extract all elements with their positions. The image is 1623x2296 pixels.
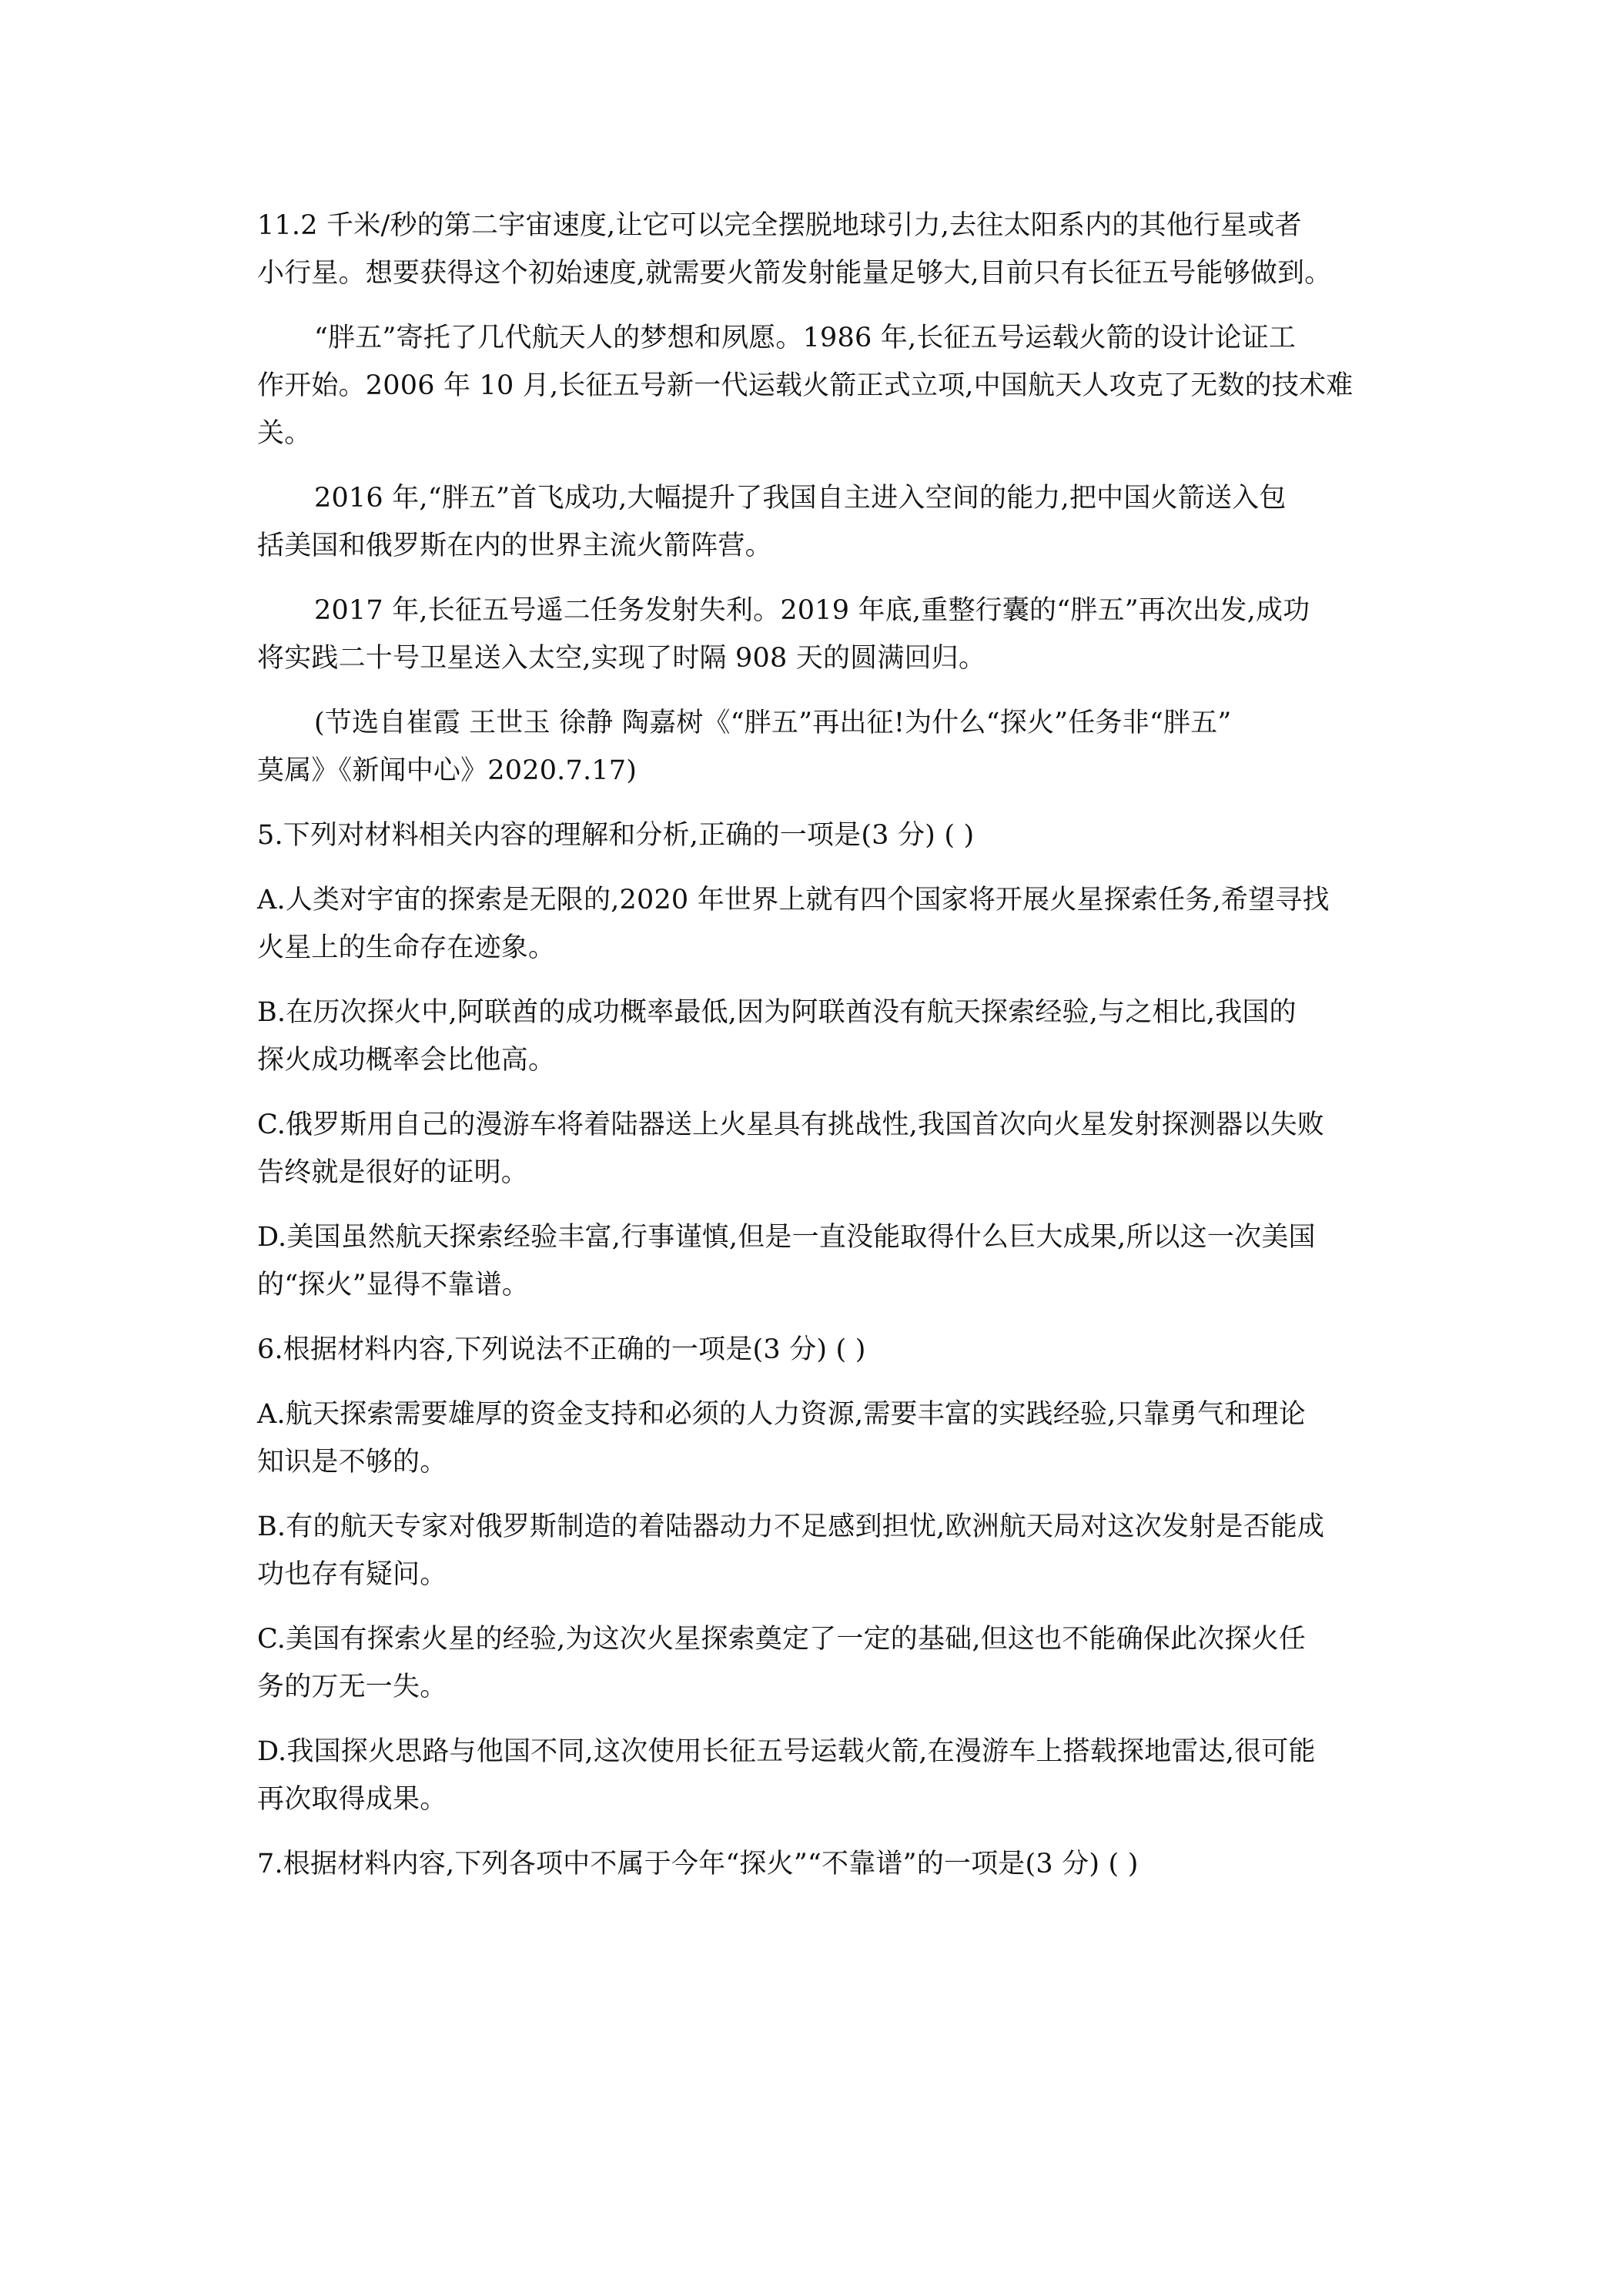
option-d-cont: 再次取得成果。 <box>257 1784 447 1815</box>
option-b-cont: 功也存有疑问。 <box>257 1559 447 1590</box>
option-c: C.俄罗斯用自己的漫游车将着陆器送上火星具有挑战性,我国首次向火星发射探测器以失败 <box>257 1110 1324 1140</box>
option-d: D.我国探火思路与他国不同,这次使用长征五号运载火箭,在漫游车上搭载探地雷达,很可能 <box>257 1736 1316 1767</box>
option-c: C.美国有探索火星的经验,为这次火星探索奠定了一定的基础,但这也不能确保此次探火任 <box>257 1624 1307 1655</box>
option-c-cont: 告终就是很好的证明。 <box>257 1157 529 1188</box>
text-line: 将实践二十号卫星送入太空,实现了时隔 908 天的圆满回归。 <box>257 643 986 674</box>
text-line: 关。 <box>257 418 312 449</box>
text-line: 小行星。想要获得这个初始速度,就需要火箭发射能量足够大,目前只有长征五号能够做到。 <box>257 258 1332 289</box>
option-b: B.有的航天专家对俄罗斯制造的着陆器动力不足感到担忧,欧洲航天局对这次发射是否能成 <box>257 1511 1325 1542</box>
question-stem: 7.根据材料内容,下列各项中不属于今年“探火”“不靠谱”的一项是(3 分) ( ) <box>257 1849 1139 1879</box>
option-a-cont: 火星上的生命存在迹象。 <box>257 932 556 963</box>
option-a: A.人类对宇宙的探索是无限的,2020 年世界上就有四个国家将开展火星探索任务,希望寻找 <box>257 885 1330 915</box>
question-7 <box>257 1840 1381 1888</box>
question-5 <box>257 812 1381 1309</box>
option-b: B.在历次探火中,阿联酋的成功概率最低,因为阿联酋没有航天探索经验,与之相比,我国的 <box>257 997 1297 1028</box>
text-line: 莫属》《新闻中心》2020.7.17) <box>257 755 637 786</box>
source-citation <box>257 699 1381 795</box>
text-line: (节选自崔霞 王世玉 徐静 陶嘉树《“胖五”再出征!为什么“探火”任务非“胖五” <box>314 708 1232 738</box>
text-line: 11.2 千米/秒的第二宇宙速度,让它可以完全摆脱地球引力,去往太阳系内的其他行星或者 <box>257 210 1302 241</box>
text-line: “胖五”寄托了几代航天人的梦想和夙愿。1986 年,长征五号运载火箭的设计论证工 <box>314 323 1297 353</box>
document-page <box>257 202 1381 1888</box>
paragraph-2016 <box>257 474 1381 570</box>
text-line: 括美国和俄罗斯在内的世界主流火箭阵营。 <box>257 530 772 561</box>
option-d-cont: 的“探火”显得不靠谱。 <box>257 1270 529 1300</box>
text-line: 2017 年,长征五号遥二任务发射失利。2019 年底,重整行囊的“胖五”再次出发,成功 <box>314 595 1310 626</box>
text-line: 作开始。2006 年 10 月,长征五号新一代运载火箭正式立项,中国航天人攻克了无数的技术难 <box>257 370 1354 401</box>
option-a: A.航天探索需要雄厚的资金支持和必须的人力资源,需要丰富的实践经验,只靠勇气和理论 <box>257 1399 1306 1430</box>
paragraph-2017 <box>257 587 1381 682</box>
option-c-cont: 务的万无一失。 <box>257 1672 447 1702</box>
paragraph-history <box>257 314 1381 457</box>
text-line: 2016 年,“胖五”首飞成功,大幅提升了我国自主进入空间的能力,把中国火箭送入包 <box>314 483 1287 514</box>
question-stem: 5.下列对材料相关内容的理解和分析,正确的一项是(3 分) ( ) <box>257 820 975 851</box>
option-a-cont: 知识是不够的。 <box>257 1447 447 1478</box>
option-b-cont: 探火成功概率会比他高。 <box>257 1045 556 1076</box>
option-d: D.美国虽然航天探索经验丰富,行事谨慎,但是一直没能取得什么巨大成果,所以这一次美国 <box>257 1222 1316 1253</box>
question-stem: 6.根据材料内容,下列说法不正确的一项是(3 分) ( ) <box>257 1334 866 1365</box>
question-6 <box>257 1326 1381 1823</box>
paragraph-velocity <box>257 202 1381 297</box>
